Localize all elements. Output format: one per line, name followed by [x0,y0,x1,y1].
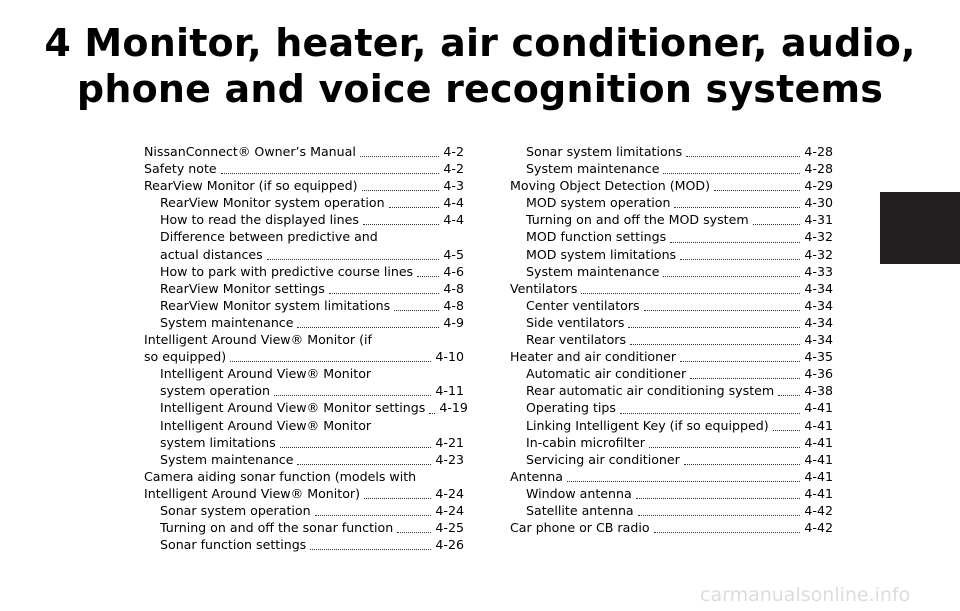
toc-entry-page: 4-28 [804,144,833,159]
toc-entry-label: Intelligent Around View® Monitor settings [160,400,426,416]
toc-subentry[interactable] [510,399,833,416]
toc-entry-label: Car phone or CB radio [510,520,650,536]
dot-leader [267,258,440,260]
toc-entry-page: 4-2 [443,144,464,159]
dot-leader [417,275,439,277]
dot-leader [280,446,432,448]
toc-subentry[interactable] [510,211,833,228]
toc-subentry[interactable] [510,331,833,348]
toc-entry-page: 4-28 [804,161,833,177]
chapter-title-line-2: phone and voice recognition systems [76,67,884,111]
toc-subentry[interactable] [144,194,464,211]
toc-subentry[interactable] [144,314,464,331]
toc-entry-page: 4-5 [443,246,464,262]
toc-subentry[interactable] [510,502,833,519]
toc-entry-page: 4-2 [443,161,464,177]
toc-entry-page: 4-31 [804,212,833,228]
toc-entry-page: 4-9 [443,314,464,330]
dot-leader [714,189,800,191]
dot-leader [310,548,431,550]
toc-subentry[interactable] [510,434,833,451]
toc-entry-label: Heater and air conditioner [510,349,677,365]
dot-leader [644,309,801,311]
toc-entry-label: System maintenance [160,314,294,330]
dot-leader [274,394,431,396]
toc-entry-label: RearView Monitor (if so equipped) [144,178,358,194]
toc-entry-label-line: Intelligent Around View® Monitor [160,417,372,433]
dot-leader [363,223,440,225]
toc-entry-page: 4-6 [443,263,464,279]
toc-subentry[interactable] [510,382,833,399]
dot-leader [630,343,800,345]
dot-leader [364,497,431,499]
toc-subentry[interactable] [510,314,833,331]
toc-entry-page: 4-41 [804,451,833,467]
dot-leader [389,206,440,208]
dot-leader [230,360,431,362]
toc-entry-page: 4-41 [804,434,833,450]
toc-subentry[interactable] [144,502,464,519]
toc-entry-page: 4-34 [804,314,833,330]
dot-leader [690,377,800,379]
toc-entry-label: System maintenance [526,263,660,279]
toc-entry-page: 4-24 [435,485,464,501]
toc-entry-page: 4-3 [443,178,464,194]
toc-entry-page: 4-8 [443,297,464,313]
dot-leader [397,531,431,533]
toc-subentry[interactable] [510,263,833,280]
toc-entry-label: Turning on and off the sonar function [160,520,394,536]
toc-entry-label: RearView Monitor system operation [160,195,385,211]
toc-subentry[interactable] [144,246,464,263]
toc-subentry[interactable] [510,143,833,160]
toc-entry-page: 4-41 [804,417,833,433]
toc-entry-label: Rear automatic air conditioning system [526,383,775,399]
toc-entry-label: Satellite antenna [526,502,634,518]
toc-entry-label: How to park with predictive course lines [160,263,414,279]
toc-entry-label-line: Intelligent Around View® Monitor [160,366,372,382]
dot-leader [680,258,800,260]
toc-subentry[interactable] [144,297,464,314]
toc-entry-label: Antenna [510,468,563,484]
toc-entry-page: 4-19 [439,400,468,416]
toc-entry[interactable] [510,468,833,485]
toc-entry[interactable] [144,160,464,177]
toc-entry-page: 4-30 [804,195,833,211]
dot-leader [773,429,801,431]
dot-leader [663,275,800,277]
dot-leader [628,326,800,328]
toc-entry-label: Turning on and off the MOD system [526,212,749,228]
toc-entry-label: MOD function settings [526,229,667,245]
dot-leader [686,155,800,157]
dot-leader [636,497,801,499]
toc-entry-label: How to read the displayed lines [160,212,359,228]
toc-entry-page: 4-42 [804,502,833,518]
toc-entry-label-line: Intelligent Around View® Monitor (if [144,332,372,348]
toc-entry-page: 4-34 [804,280,833,296]
dot-leader [670,241,800,243]
toc-entry-label: Automatic air conditioner [526,366,687,382]
toc-entry-label: Ventilators [510,280,578,296]
toc-entry-page: 4-8 [443,280,464,296]
toc-entry-label: Sonar system limitations [526,144,683,159]
chapter-title-line-1: 4 Monitor, heater, air conditioner, audio, [44,21,916,65]
toc-subentry[interactable] [510,194,833,211]
chapter-title [0,20,960,112]
dot-leader [638,514,801,516]
toc-entry-page: 4-38 [804,383,833,399]
toc-entry[interactable] [144,485,464,502]
toc-left-column [144,143,468,553]
toc-entry-label: System maintenance [160,451,294,467]
dot-leader [674,206,800,208]
toc-subentry[interactable] [144,434,464,451]
toc-entry-label-line: Camera aiding sonar function (models with [144,468,417,484]
dot-leader [663,172,800,174]
toc-entry[interactable] [510,280,833,297]
toc-subentry[interactable] [510,160,833,177]
dot-leader [429,412,435,414]
dot-leader [297,463,431,465]
toc-entry-page: 4-32 [804,246,833,262]
toc-entry-label: Center ventilators [526,297,640,313]
toc-right-column [510,143,833,536]
toc-entry-page: 4-34 [804,332,833,348]
toc-entry[interactable] [510,348,833,365]
toc-entry-label: Side ventilators [526,314,625,330]
dot-leader [315,514,432,516]
toc-entry-label: system limitations [160,434,276,450]
toc-entry-label: MOD system operation [526,195,671,211]
toc-entry-page: 4-25 [435,520,464,536]
toc-entry-page: 4-21 [435,434,464,450]
toc-entry-page: 4-33 [804,263,833,279]
dot-leader [329,292,440,294]
dot-leader [620,412,800,414]
toc-entry[interactable] [144,348,464,365]
toc-entry-label: System maintenance [526,161,660,177]
toc-entry-page: 4-36 [804,366,833,382]
toc-entry-page: 4-24 [435,502,464,518]
dot-leader [360,155,440,157]
toc-entry-label: Sonar function settings [160,537,307,553]
toc-entry-page: 4-32 [804,229,833,245]
toc-entry-label: Rear ventilators [526,332,627,348]
toc-entry-label: so equipped) [144,349,227,365]
toc-entry-label: RearView Monitor system limitations [160,297,391,313]
toc-subentry[interactable] [144,451,464,468]
toc-entry-page: 4-26 [435,537,464,553]
toc-subentry[interactable] [144,280,464,297]
toc-entry-page: 4-4 [443,195,464,211]
dot-leader [394,309,439,311]
toc-entry-label: Window antenna [526,485,632,501]
toc-entry-label: system operation [160,383,270,399]
toc-entry-page: 4-10 [435,349,464,365]
toc-entry-page: 4-11 [435,383,464,399]
toc-subentry[interactable] [144,263,464,280]
toc-subentry[interactable] [144,399,468,416]
toc-entry-page: 4-4 [443,212,464,228]
toc-subentry[interactable] [510,417,833,434]
toc-entry-label: Safety note [144,161,217,177]
toc-entry-label: Moving Object Detection (MOD) [510,178,711,194]
dot-leader [297,326,439,328]
toc-entry-label: Operating tips [526,400,616,416]
toc-entry-label: In-cabin microfilter [526,434,645,450]
toc-entry-label: RearView Monitor settings [160,280,325,296]
toc-entry-label: NissanConnect® Owner’s Manual [144,144,356,159]
dot-leader [362,189,440,191]
toc-entry-label: actual distances [160,246,263,262]
toc-entry[interactable] [144,177,464,194]
toc-entry-label-line: Difference between predictive and [160,229,378,245]
toc-entry-page: 4-29 [804,178,833,194]
dot-leader [753,223,801,225]
toc-subentry[interactable] [144,382,464,399]
dot-leader [581,292,800,294]
toc-entry-label: Linking Intelligent Key (if so equipped) [526,417,769,433]
watermark: carmanualsonline.info [700,584,911,606]
toc-entry-label: Sonar system operation [160,502,311,518]
dot-leader [684,463,801,465]
toc-entry[interactable] [144,143,464,160]
toc-entry[interactable] [510,177,833,194]
toc-entry-page: 4-23 [435,451,464,467]
toc-entry-page: 4-42 [804,520,833,536]
toc-subentry[interactable] [510,485,833,502]
toc-subentry[interactable] [510,297,833,314]
dot-leader [567,480,800,482]
toc-subentry[interactable] [144,211,464,228]
toc-entry-label: MOD system limitations [526,246,677,262]
toc-entry-page: 4-41 [804,400,833,416]
toc-subentry[interactable] [510,228,833,245]
toc-entry-page: 4-41 [804,485,833,501]
toc-entry[interactable] [510,519,833,536]
dot-leader [221,172,440,174]
toc-subentry[interactable] [510,365,833,382]
dot-leader [649,446,800,448]
toc-entry-page: 4-35 [804,349,833,365]
dot-leader [680,360,800,362]
toc-entry-page: 4-41 [804,468,833,484]
toc-subentry[interactable] [510,451,833,468]
chapter-tab-marker [880,192,960,264]
toc-entry-page: 4-34 [804,297,833,313]
toc-subentry[interactable] [144,536,464,553]
dot-leader [654,531,801,533]
toc-entry-label: Servicing air conditioner [526,451,680,467]
toc-entry-label: Intelligent Around View® Monitor) [144,485,360,501]
toc-subentry[interactable] [144,519,464,536]
dot-leader [778,394,800,396]
toc-subentry[interactable] [510,246,833,263]
